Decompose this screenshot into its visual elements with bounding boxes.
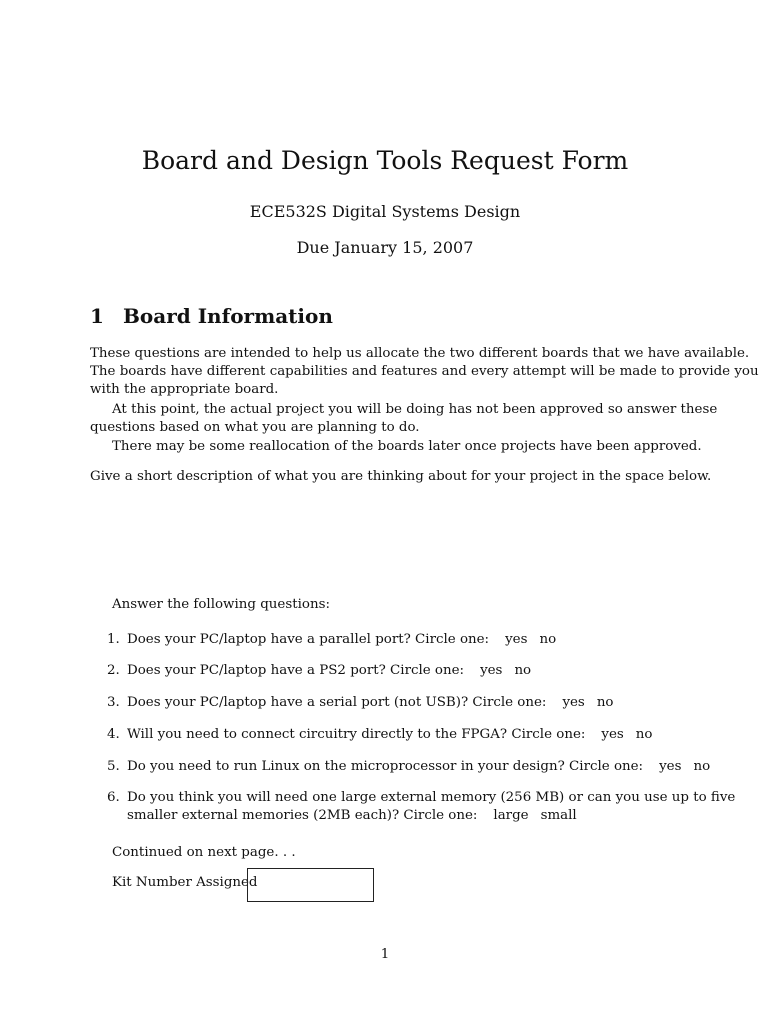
answer-option-no[interactable]: no (539, 632, 557, 647)
reallocation-paragraph: There may be some reallocation of the boards later once projects have been approved. (112, 439, 702, 454)
intro-line: with the appropriate board. (90, 382, 279, 397)
question-text: Will you need to connect circuitry directly to the FPGA? Circle one: (127, 727, 586, 742)
answer-option-large[interactable]: large (493, 808, 529, 823)
answer-option-yes[interactable]: yes (505, 632, 528, 647)
answer-option-yes[interactable]: yes (562, 695, 585, 710)
description-answer-space[interactable] (90, 494, 680, 594)
answer-option-no[interactable]: no (596, 695, 614, 710)
answer-option-no[interactable]: no (514, 663, 532, 678)
approval-line: questions based on what you are planning to do. (90, 420, 420, 435)
approval-line: At this point, the actual project you will be doing has not been approved so answer these (112, 402, 718, 417)
description-prompt: Give a short description of what you are thinking about for your project in the space below. (90, 469, 712, 484)
answer-option-yes[interactable]: yes (480, 663, 503, 678)
document-title: Board and Design Tools Request Form (141, 146, 629, 175)
question-number: 3. (107, 695, 120, 710)
question-number: 6. (107, 790, 120, 805)
due-date: Due January 15, 2007 (296, 238, 474, 257)
page-number: 1 (380, 947, 390, 962)
question-number: 4. (107, 727, 120, 742)
intro-line: These questions are intended to help us allocate the two different boards that we have available. (90, 346, 750, 361)
section-title: Board Information (123, 304, 333, 328)
question-text: Do you need to run Linux on the microprocessor in your design? Circle one: (127, 759, 644, 774)
question-text: smaller external memories (2MB each)? Circle one: (127, 808, 478, 823)
answer-prompt: Answer the following questions: (112, 597, 330, 612)
answer-option-yes[interactable]: yes (659, 759, 682, 774)
answer-option-no[interactable]: no (635, 727, 653, 742)
intro-line: The boards have different capabilities and features and every attempt will be made to provide you (90, 364, 759, 379)
question-text: Do you think you will need one large external memory (256 MB) or can you use up to five (127, 790, 736, 805)
section-heading (90, 304, 333, 328)
question-number: 1. (107, 632, 120, 647)
kit-number-field[interactable] (247, 868, 374, 902)
kit-number-label: Kit Number Assigned (112, 875, 258, 890)
question-number: 2. (107, 663, 120, 678)
question-number: 5. (107, 759, 120, 774)
question-text: Does your PC/laptop have a PS2 port? Circle one: (127, 663, 465, 678)
question-text: Does your PC/laptop have a parallel port? Circle one: (127, 632, 490, 647)
answer-option-no[interactable]: no (693, 759, 711, 774)
question-text: Does your PC/laptop have a serial port (not USB)? Circle one: (127, 695, 547, 710)
section-number: 1 (90, 304, 104, 328)
answer-option-yes[interactable]: yes (601, 727, 624, 742)
continued-note: Continued on next page. . . (112, 845, 296, 860)
answer-option-small[interactable]: small (540, 808, 577, 823)
course-name: ECE532S Digital Systems Design (249, 202, 521, 221)
